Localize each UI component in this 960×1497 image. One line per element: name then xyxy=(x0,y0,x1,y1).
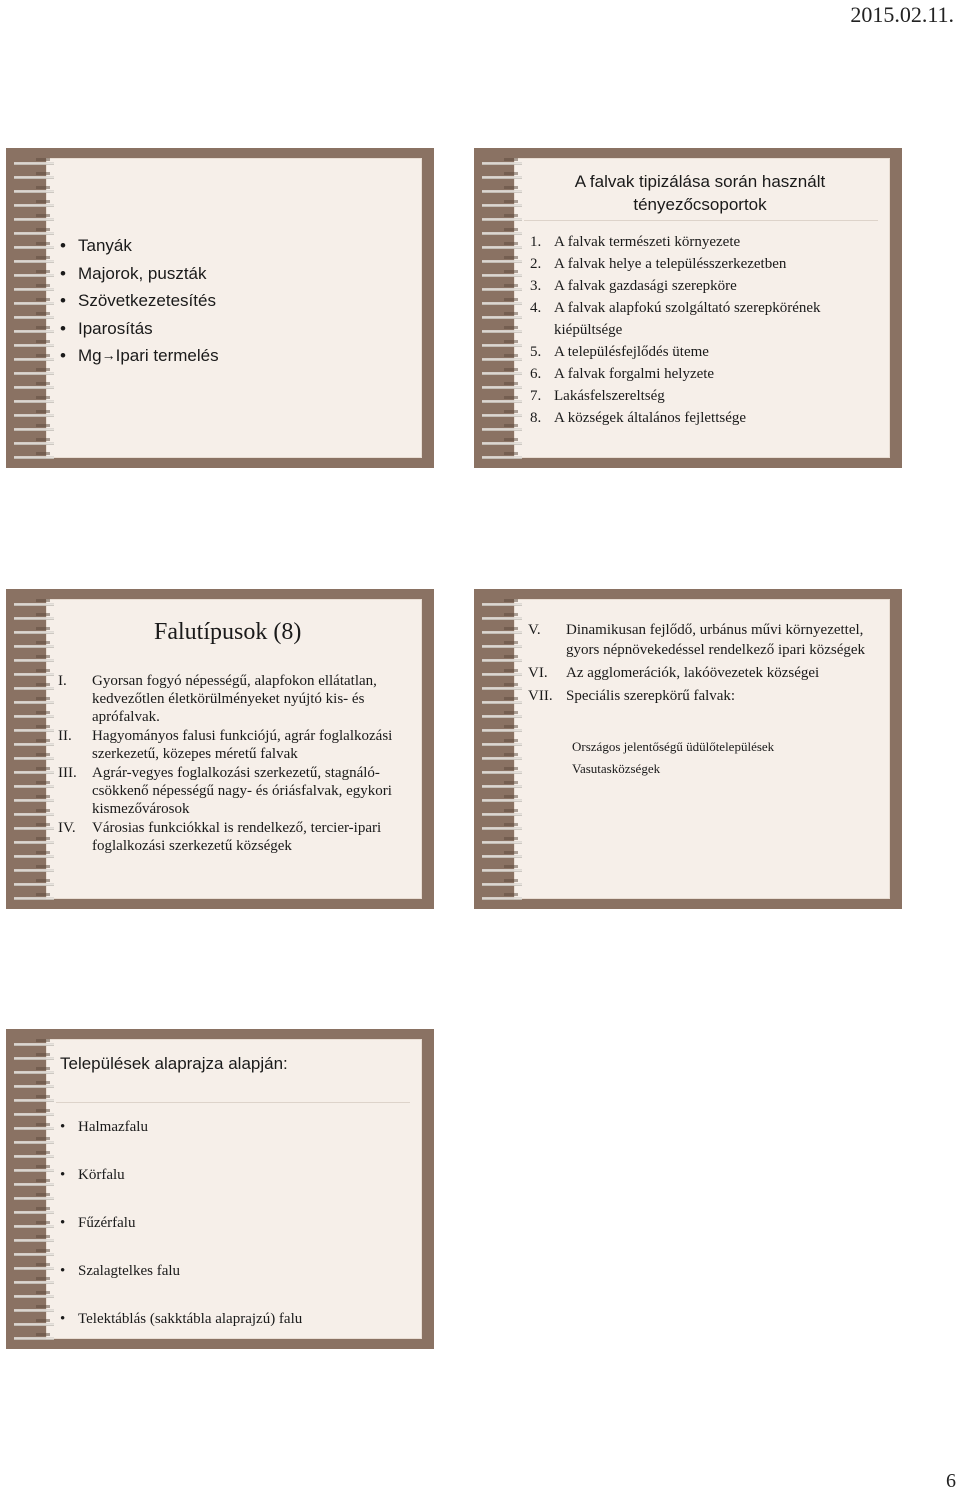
list-item xyxy=(528,686,878,706)
title-line: tényezőcsoportok xyxy=(633,195,767,214)
slide-title: Települések alaprajza alapján: xyxy=(60,1054,288,1073)
list-item xyxy=(530,341,830,363)
list-item xyxy=(56,342,219,370)
list-item: • Tanyák xyxy=(56,232,219,260)
list-item: • Fűzérfalu xyxy=(56,1199,302,1247)
roman-list xyxy=(528,620,878,706)
item-number: VI. xyxy=(528,665,548,681)
bullet-list xyxy=(56,232,219,370)
list-item xyxy=(58,819,414,855)
item-number: 2. xyxy=(530,256,542,272)
sub-list xyxy=(572,736,774,780)
item-text: A falvak gazdasági szerepköre xyxy=(554,278,737,294)
item-text: Városias funkciókkal is rendelkező, tercier-ipari foglalkozási szerkezetű községek xyxy=(92,820,382,854)
list-item xyxy=(528,663,878,683)
bullet-list xyxy=(56,1103,302,1343)
item-text: A községek általános fejlettsége xyxy=(554,410,747,426)
list-item xyxy=(530,275,830,297)
item-text: Hagyományos falusi funkciójú, agrár foglalkozási szerkezetű, közepes méretű falvak xyxy=(92,728,393,762)
roman-list xyxy=(58,672,414,855)
list-item xyxy=(530,253,830,275)
slide-title: Falutípusok (8) xyxy=(154,619,302,645)
sub-item: Vasutasközségek xyxy=(572,761,661,776)
spiral-binding xyxy=(482,158,522,460)
sub-item: Országos jelentőségű üdülőtelepülések xyxy=(572,739,775,754)
slide-village-types-continued xyxy=(474,589,902,909)
list-item: • Körfalu xyxy=(56,1151,302,1199)
item-text: Lakásfelszereltség xyxy=(554,388,665,404)
list-item xyxy=(58,672,414,726)
item-number: V. xyxy=(528,622,541,638)
list-item: • Szalagtelkes falu xyxy=(56,1247,302,1295)
item-text: A falvak helye a településszerkezetben xyxy=(554,256,787,272)
item-number: 3. xyxy=(530,278,542,294)
list-item xyxy=(528,620,878,660)
list-item: • Majorok, puszták xyxy=(56,260,219,288)
list-item xyxy=(530,363,830,385)
item-number: I. xyxy=(58,673,67,689)
list-item xyxy=(530,407,830,429)
slide-settlement-history xyxy=(6,148,434,468)
item-text: Agrár-vegyes foglalkozási szerkezetű, stagnáló-csökkenő népességű nagy- és óriásfalvak, egykori kismezővárosok xyxy=(92,765,392,817)
slide-title xyxy=(522,170,878,216)
spiral-binding xyxy=(482,599,522,901)
page-number: 6 xyxy=(946,1470,956,1492)
list-item xyxy=(530,385,830,407)
item-number: III. xyxy=(58,765,77,781)
item-text: Az agglomerációk, lakóövezetek községei xyxy=(566,665,820,681)
list-item: • Szövetkezetesítés xyxy=(56,287,219,315)
item-text: A településfejlődés üteme xyxy=(554,344,709,360)
list-item xyxy=(58,764,414,818)
list-item xyxy=(530,297,830,341)
item-number: 6. xyxy=(530,366,542,382)
item-number: 5. xyxy=(530,344,542,360)
list-item: • Telektáblás (sakktábla alaprajzú) falu xyxy=(56,1295,302,1343)
item-number: 7. xyxy=(530,388,542,404)
numbered-list xyxy=(530,231,830,429)
item-right-text: Ipari termelés xyxy=(115,346,219,365)
item-number: II. xyxy=(58,728,72,744)
document-date: 2015.02.11. xyxy=(850,2,954,27)
list-item xyxy=(58,727,414,763)
item-left-text: Mg xyxy=(78,346,102,365)
title-line: A falvak tipizálása során használt xyxy=(574,172,826,191)
list-item xyxy=(530,231,830,253)
item-text: Speciális szerepkörű falvak: xyxy=(566,688,736,704)
list-item: • Iparosítás xyxy=(56,315,219,343)
item-text: A falvak alapfokú szolgáltató szerepkörének kiépültsége xyxy=(554,300,821,338)
item-number: IV. xyxy=(58,820,76,836)
spiral-binding xyxy=(14,599,54,901)
item-text: Dinamikusan fejlődő, urbánus művi környezettel, gyors népnövekedéssel rendelkező ipari községek xyxy=(566,622,866,658)
spiral-binding xyxy=(14,158,54,460)
slide-typing-factors xyxy=(474,148,902,468)
item-text: A falvak forgalmi helyzete xyxy=(554,366,715,382)
slide-layout-types xyxy=(6,1029,434,1349)
list-item: • Halmazfalu xyxy=(56,1103,302,1151)
item-text: A falvak természeti környezete xyxy=(554,234,741,250)
title-divider xyxy=(524,220,878,221)
item-text: Gyorsan fogyó népességű, alapfokon ellátatlan, kedvezőtlen életkörülményeket nyújtó kis- és aprófalvak. xyxy=(92,673,377,725)
item-number: VII. xyxy=(528,688,553,704)
item-number: 1. xyxy=(530,234,542,250)
item-number: 4. xyxy=(530,300,542,316)
item-number: 8. xyxy=(530,410,542,426)
slide-village-types xyxy=(6,589,434,909)
spiral-binding xyxy=(14,1039,54,1341)
arrow-icon: → xyxy=(101,347,116,363)
